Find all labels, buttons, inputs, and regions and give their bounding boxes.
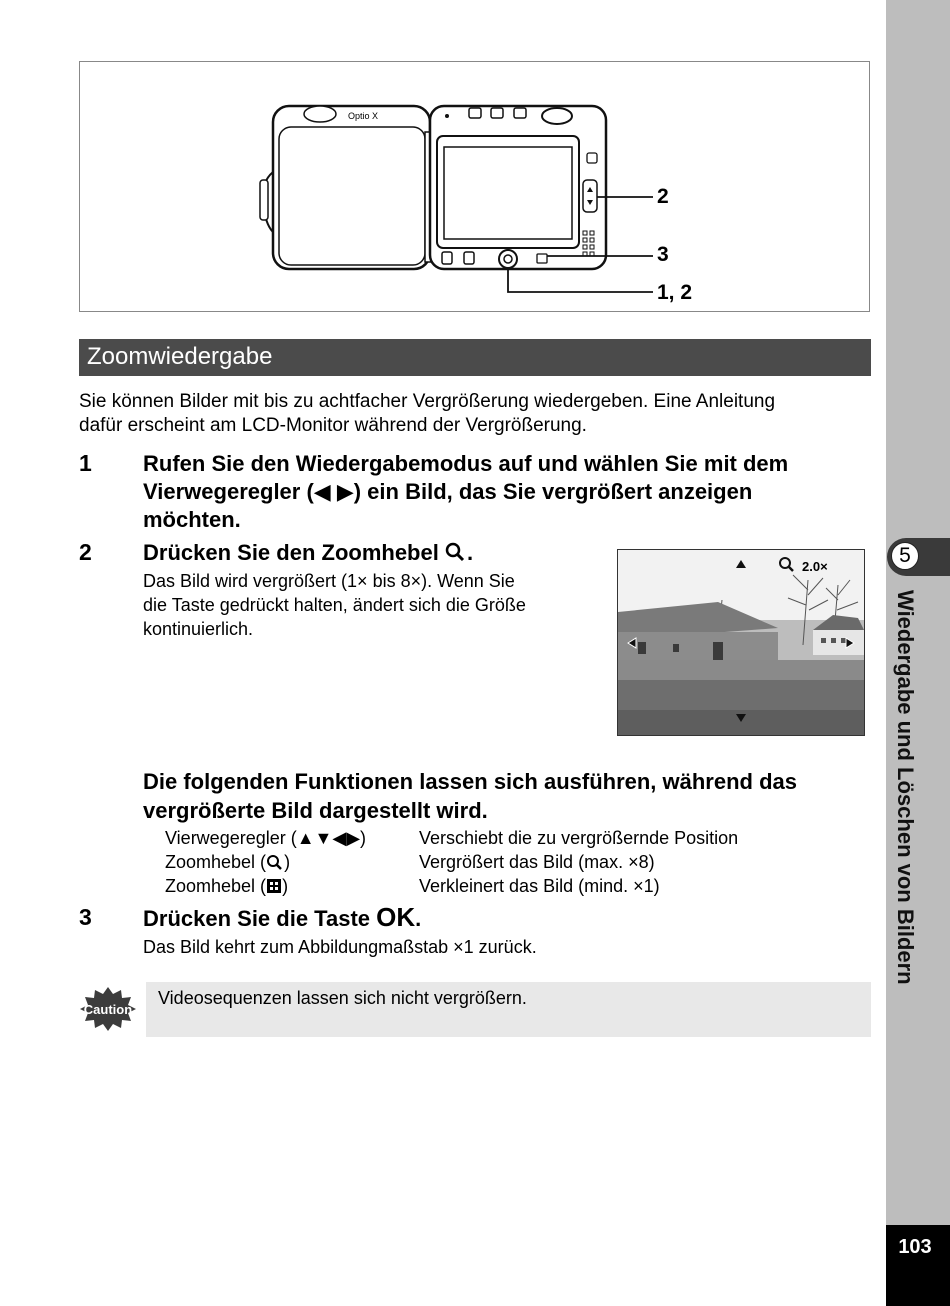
intro-line-1: Sie können Bilder mit bis zu achtfacher Vergrößerung wiedergeben. Eine Anleitung: [79, 391, 776, 412]
page-number: 103: [898, 1236, 932, 1258]
zoom-in-icon: [266, 854, 284, 870]
callout-3: 3: [657, 243, 669, 266]
step-1-title-line-1: Rufen Sie den Wiedergabemodus auf und wählen Sie mit dem: [143, 451, 789, 476]
caution-badge-text: Caution: [83, 1002, 133, 1017]
function-row-3-action: Verkleinert das Bild (mind. ×1): [419, 876, 660, 896]
step-2-title-text: Drücken Sie den Zoomhebel: [143, 540, 439, 565]
zoom-ratio-label: 2.0×: [802, 559, 828, 574]
intro-line-2: dafür erscheint am LCD-Monitor während der Vergrößerung.: [79, 415, 587, 436]
lcd-zoom-preview: [617, 549, 865, 736]
step-3-title-text: Drücken Sie die Taste: [143, 906, 371, 931]
zoom-magnifier-icon: [445, 542, 467, 562]
camera-brand-label: Optio X: [348, 111, 379, 121]
step-2-desc-line-2: die Taste gedrückt halten, ändert sich die Größe: [143, 595, 526, 615]
caution-badge-icon: [79, 985, 137, 1033]
step-3-title: Drücken Sie die Taste OK.: [143, 902, 422, 932]
step-1-number: 1: [79, 450, 92, 476]
step-2-desc-line-3: kontinuierlich.: [143, 619, 254, 639]
section-title: Zoomwiedergabe: [87, 343, 273, 370]
farm-photo: [618, 550, 864, 735]
camera-illustration: [80, 62, 869, 311]
function-row-3-control: Zoomhebel ( ): [165, 876, 289, 896]
callout-2: 2: [657, 185, 669, 208]
chapter-title: Wiedergabe und Löschen von Bildern: [893, 590, 918, 985]
function-row-1-action: Verschiebt die zu vergrößernde Position: [419, 828, 739, 848]
step-1-title-line-3: möchten.: [143, 507, 241, 532]
step-2-desc-line-1: Das Bild wird vergrößert (1× bis 8×). Wenn Sie: [143, 571, 515, 591]
function-row-2-action: Vergrößert das Bild (max. ×8): [419, 852, 655, 872]
step-3-desc: Das Bild kehrt zum Abbildungmaßstab ×1 zurück.: [143, 937, 537, 957]
step-1-title-line-2: Vierwegeregler (◀ ▶) ein Bild, das Sie vergrößert anzeigen: [143, 479, 753, 504]
chapter-number: 5: [891, 542, 919, 570]
functions-heading-line-1: Die folgenden Funktionen lassen sich ausführen, während das: [143, 769, 798, 794]
function-row-1-control: Vierwegeregler (▲▼◀▶): [165, 828, 367, 848]
callout-1-2: 1, 2: [657, 281, 693, 304]
step-2-title: Drücken Sie den Zoomhebel .: [143, 540, 474, 565]
functions-heading-line-2: vergrößerte Bild dargestellt wird.: [143, 798, 488, 823]
step-2-number: 2: [79, 539, 92, 565]
caution-text: Videosequenzen lassen sich nicht vergrößern.: [158, 988, 527, 1008]
thumbnail-grid-icon: [266, 878, 282, 894]
function-row-2-control: Zoomhebel ( ): [165, 852, 291, 872]
ok-key-label: OK: [376, 902, 416, 932]
step-3-number: 3: [79, 904, 92, 930]
camera-figure: [79, 61, 870, 312]
